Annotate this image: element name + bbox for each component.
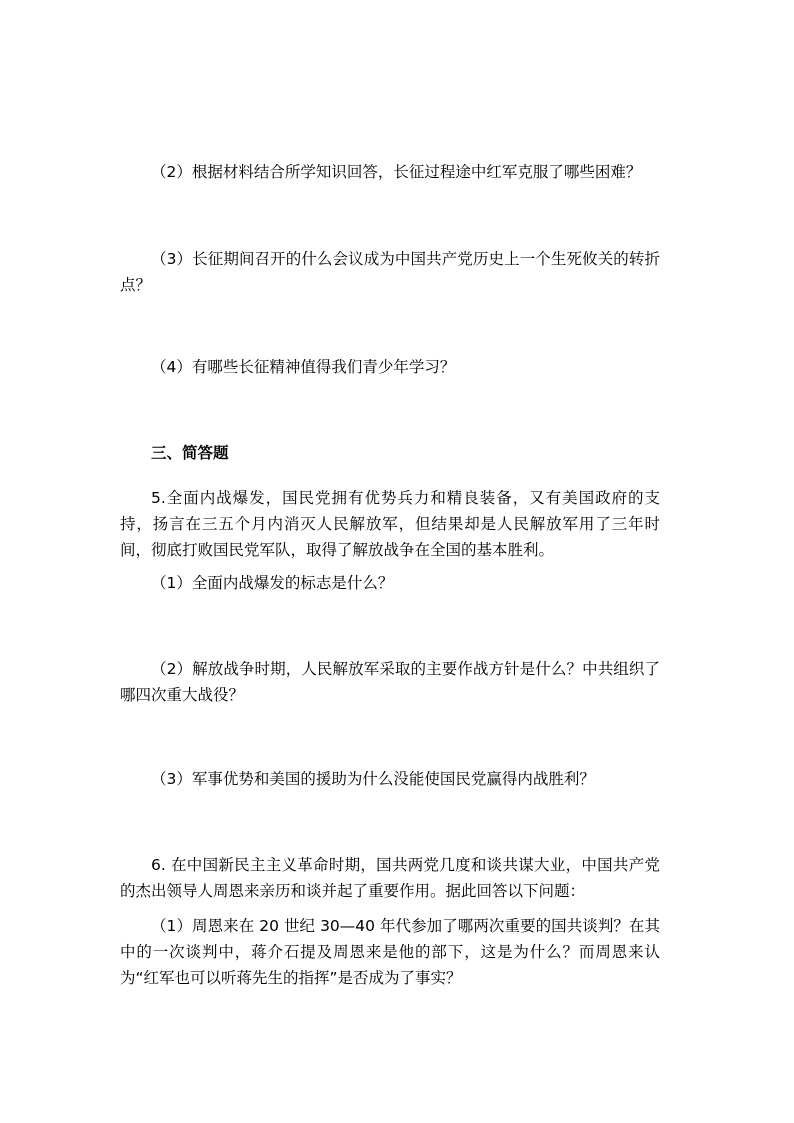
section-title-short-answer: 三、简答题: [151, 444, 229, 462]
question-5-1: （1）全面内战爆发的标志是什么？: [151, 574, 394, 592]
question-5-2: （2）解放战争时期，人民解放军采取的主要作战方针是什么？中共组织了哪四次重大战役？: [120, 660, 660, 704]
question-5-3: （3）军事优势和美国的援助为什么没能使国民党赢得内战胜利？: [151, 770, 595, 788]
question-3-meeting-turning-point: （3）长征期间召开的什么会议成为中国共产党历史上一个生死攸关的转折点？: [120, 250, 660, 294]
paragraph-question-6: 6. 在中国新民主主义革命时期，国共两党几度和谈共谋大业，中国共产党的杰出领导人周恩来亲历和谈并起了重要作用。据此回答以下问题：: [120, 856, 660, 900]
question-2-long-march-difficulties: （2）根据材料结合所学知识回答，长征过程途中红军克服了哪些困难？: [151, 163, 642, 181]
question-6-1: （1）周恩来在 20 世纪 30—40 年代参加了哪两次重要的国共谈判？在其中的一次谈判中，蒋介石提及周恩来是他的部下，这是为什么？而周恩来认为“红军也可以听蒋先生的指挥”是否成为了事实？: [120, 917, 660, 987]
question-4-long-march-spirit: （4）有哪些长征精神值得我们青少年学习？: [151, 358, 456, 376]
paragraph-question-5: 5.全面内战爆发，国民党拥有优势兵力和精良装备，又有美国政府的支持，扬言在三五个月内消灭人民解放军，但结果却是人民解放军用了三年时间，彻底打败国民党军队，取得了解放战争在全国的基本胜利。: [120, 489, 660, 559]
